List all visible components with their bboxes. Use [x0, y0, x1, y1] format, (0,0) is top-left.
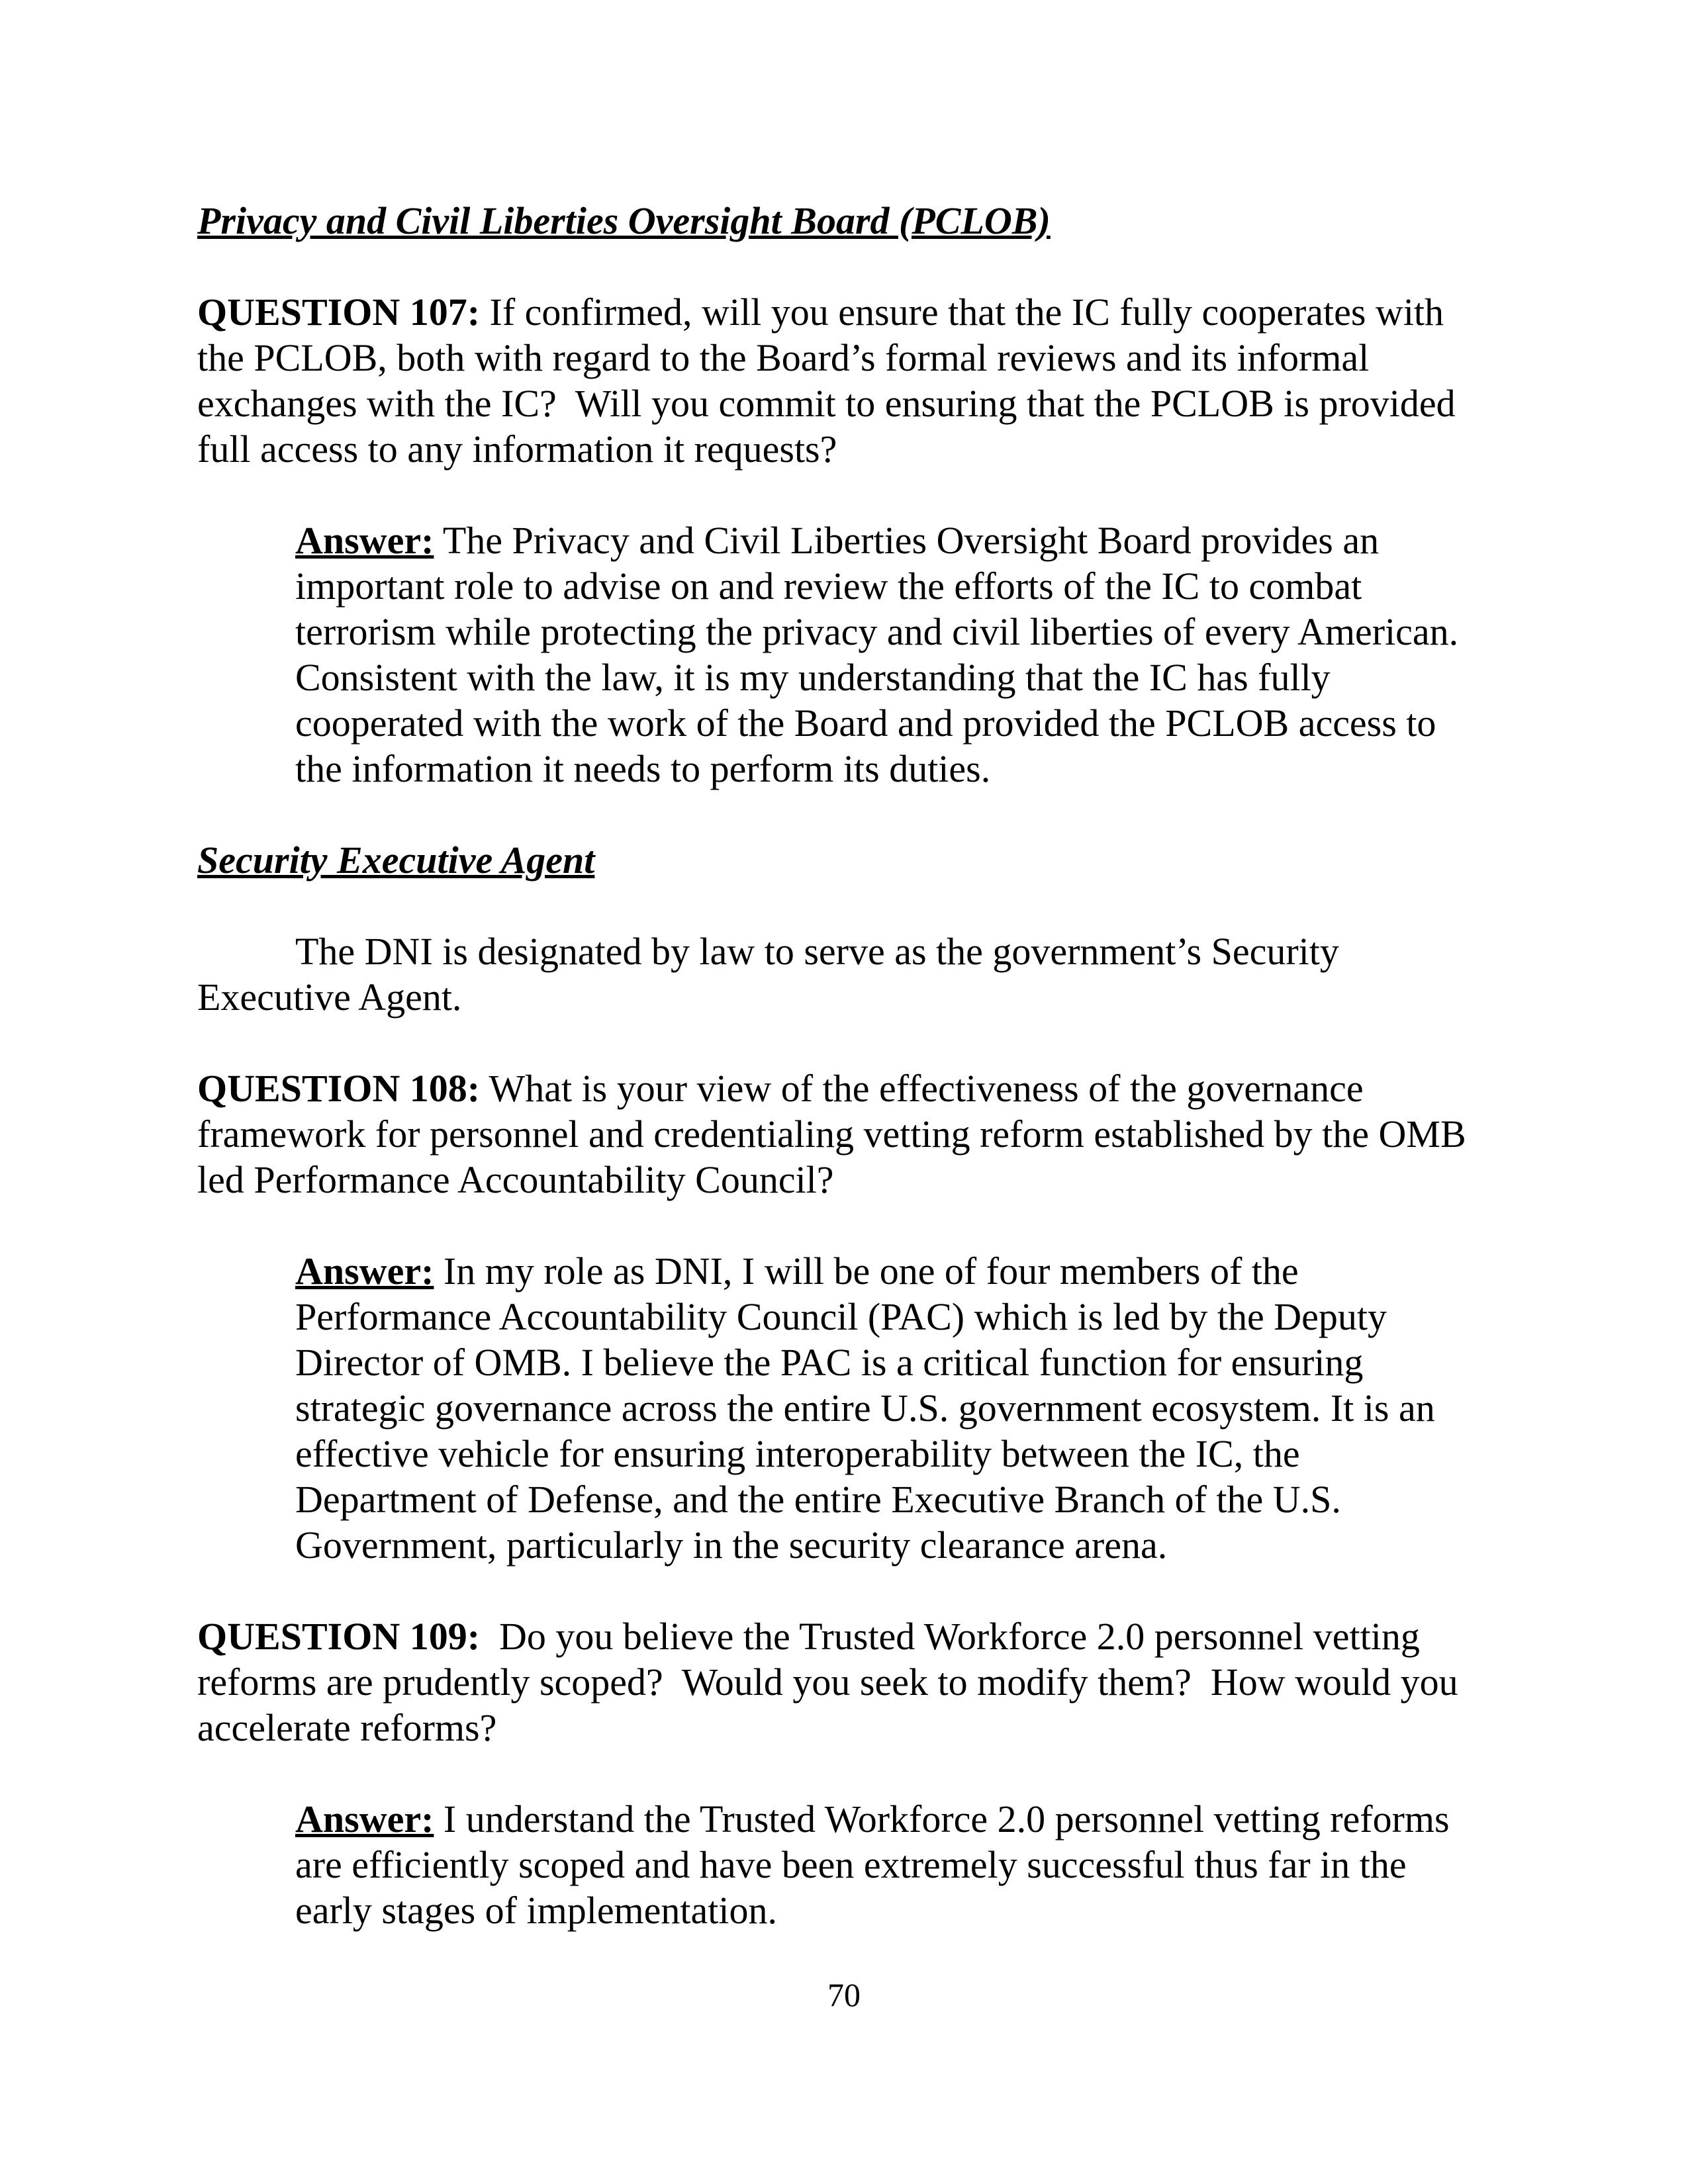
text-line — [295, 1431, 1495, 1477]
line-text: framework for personnel and credentialing vetting reform established by the OMB — [197, 1113, 1466, 1156]
text-line — [295, 609, 1495, 655]
text-line — [295, 1842, 1495, 1888]
text-line — [197, 289, 1495, 335]
text-line — [197, 929, 1495, 974]
answer-label: Answer: — [295, 1797, 434, 1841]
line-text: exchanges with the IC? Will you commit to ensuring that the PCLOB is provided — [197, 382, 1456, 425]
line-text: Director of OMB. I believe the PAC is a critical function for ensuring — [295, 1341, 1364, 1384]
line-text: Executive Agent. — [197, 976, 462, 1019]
line-text: effective vehicle for ensuring interoperability between the IC, the — [295, 1432, 1300, 1475]
line-text: Consistent with the law, it is my understanding that the IC has fully — [295, 656, 1331, 699]
answer-label: Answer: — [295, 1250, 434, 1293]
question-paragraph — [197, 1614, 1495, 1751]
line-text: Department of Defense, and the entire Executive Branch of the U.S. — [295, 1478, 1341, 1521]
line-text: If confirmed, will you ensure that the IC fully cooperates with — [480, 291, 1444, 334]
question-paragraph — [197, 289, 1495, 472]
text-line — [197, 426, 1495, 472]
text-line — [295, 1796, 1495, 1842]
question-label: QUESTION 107: — [197, 291, 481, 334]
line-text: Performance Accountability Council (PAC) which is led by the Deputy — [295, 1295, 1387, 1338]
text-line — [197, 198, 1495, 244]
line-text: In my role as DNI, I will be one of four members of the — [434, 1250, 1299, 1293]
text-line — [197, 974, 1495, 1020]
question-label: QUESTION 109: — [197, 1615, 481, 1658]
line-text: Do you believe the Trusted Workforce 2.0 personnel vetting — [480, 1615, 1420, 1658]
text-line — [197, 1157, 1495, 1203]
line-text: accelerate reforms? — [197, 1706, 497, 1749]
text-line — [295, 746, 1495, 792]
answer-paragraph — [295, 518, 1495, 792]
line-text: terrorism while protecting the privacy and civil liberties of every American. — [295, 610, 1459, 653]
line-text: early stages of implementation. — [295, 1889, 778, 1932]
text-line — [295, 1294, 1495, 1340]
text-line — [295, 563, 1495, 609]
answer-label: Answer: — [295, 519, 434, 562]
line-text: The DNI is designated by law to serve as the government’s Security — [295, 930, 1339, 973]
text-line — [197, 1659, 1495, 1705]
text-line — [295, 1340, 1495, 1385]
text-line — [295, 518, 1495, 563]
text-line — [295, 1385, 1495, 1431]
text-line — [295, 700, 1495, 746]
line-text: What is your view of the effectiveness of the governance — [480, 1067, 1364, 1110]
line-text: strategic governance across the entire U.S. government ecosystem. It is an — [295, 1387, 1435, 1430]
text-line — [295, 1888, 1495, 1933]
question-label: QUESTION 108: — [197, 1067, 481, 1110]
answer-paragraph — [295, 1796, 1495, 1933]
line-text: Privacy and Civil Liberties Oversight Board (PCLOB) — [197, 199, 1051, 242]
line-text: the information it needs to perform its duties. — [295, 747, 991, 790]
document-body — [197, 198, 1495, 1979]
line-text: are efficiently scoped and have been extremely successful thus far in the — [295, 1843, 1407, 1886]
text-line — [197, 837, 1495, 883]
question-paragraph — [197, 1066, 1495, 1203]
text-line — [295, 1477, 1495, 1522]
text-line — [295, 1248, 1495, 1294]
body-paragraph — [197, 929, 1495, 1020]
text-line — [295, 655, 1495, 700]
answer-paragraph — [295, 1248, 1495, 1568]
text-line — [197, 1614, 1495, 1659]
line-text: I understand the Trusted Workforce 2.0 personnel vetting reforms — [434, 1797, 1450, 1841]
text-line — [197, 1705, 1495, 1751]
line-text: cooperated with the work of the Board and provided the PCLOB access to — [295, 702, 1436, 745]
text-line — [197, 1111, 1495, 1157]
section-heading — [197, 837, 1495, 883]
section-heading — [197, 198, 1495, 244]
line-text: Security Executive Agent — [197, 839, 595, 882]
line-text: full access to any information it requests? — [197, 428, 837, 471]
line-text: important role to advise on and review the efforts of the IC to combat — [295, 565, 1362, 608]
line-text: the PCLOB, both with regard to the Board’s formal reviews and its informal — [197, 336, 1370, 379]
line-text: led Performance Accountability Council? — [197, 1158, 834, 1201]
line-text: The Privacy and Civil Liberties Oversight Board provides an — [434, 519, 1380, 562]
text-line — [197, 1066, 1495, 1111]
line-text: Government, particularly in the security clearance arena. — [295, 1524, 1168, 1567]
text-line — [197, 335, 1495, 381]
page-number: 70 — [827, 1976, 861, 2013]
line-text: reforms are prudently scoped? Would you seek to modify them? How would you — [197, 1661, 1458, 1704]
text-line — [197, 381, 1495, 426]
text-line — [295, 1522, 1495, 1568]
